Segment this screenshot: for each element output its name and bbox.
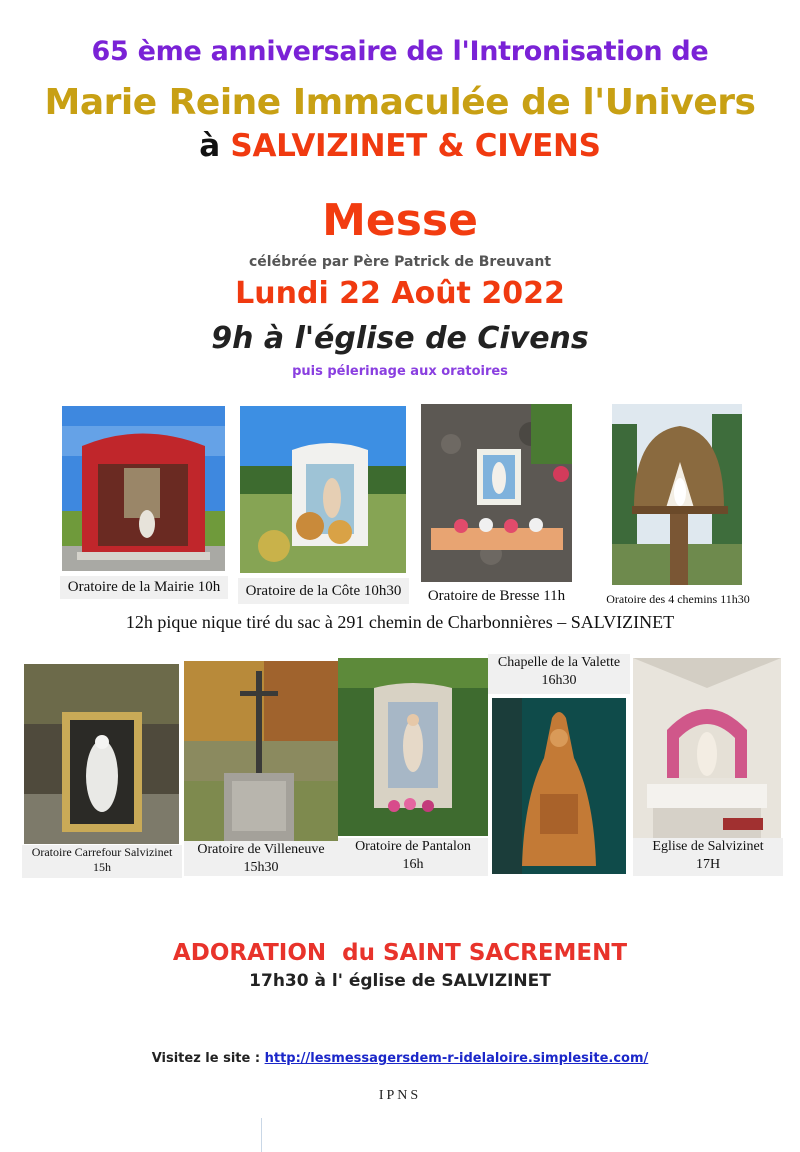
church-altar-photo [633,658,781,838]
dome-shrine-photo [612,404,742,585]
caption-cote: Oratoire de la Côte 10h30 [238,578,409,604]
caption-4-chemins: Oratoire des 4 chemins 11h30 [606,592,750,606]
caption-valette [488,654,630,694]
caption-valette-time: 16h30 [541,672,577,688]
header-line-2: Marie Reine Immaculée de l'Univers [44,82,756,123]
caption-bresse: Oratoire de Bresse 11h [421,583,572,609]
header-line-3 [0,128,800,164]
hedge-shrine-photo [338,658,488,836]
caption-eglise-name: Eglise de Salvizinet [652,839,764,854]
statue-box-photo [24,664,179,844]
mass-title: Messe [322,195,478,246]
caption-mairie: Oratoire de la Mairie 10h [60,576,228,599]
adoration-title [0,940,800,966]
stone-wall-shrine-photo [421,404,572,582]
caption-valette-name: Chapelle de la Valette [497,655,621,670]
header-line-3-place: SALVIZINET & CIVENS [230,128,601,164]
stone-cross-photo [184,661,338,841]
site-link[interactable]: http://lesmessagersdem-r-idelaloire.simplesite.com/ [264,1051,649,1066]
caption-carrefour [22,845,182,878]
header-line-1: 65 ème anniversaire de l'Intronisation de [91,36,709,67]
caption-eglise-salvizinet [633,838,783,876]
caption-carrefour-name: Oratoire Carrefour Salvizinet [31,845,173,859]
caption-villeneuve-time: 15h30 [243,859,279,875]
header-line-3-prefix: à [199,128,220,164]
caption-eglise-time: 17H [695,856,721,872]
red-shrine-photo [62,406,225,571]
caption-carrefour-time: 15h [93,860,111,874]
caption-villeneuve-name: Oratoire de Villeneuve [197,842,325,857]
picnic-line: 12h pique nique tiré du sac à 291 chemin de Charbonnières – SALVIZINET [125,612,675,632]
divider-line [261,1118,262,1152]
caption-pantalon-name: Oratoire de Pantalon [355,839,471,854]
mass-followup: puis pélerinage aux oratoires [292,364,508,379]
white-shrine-photo [240,406,406,573]
caption-pantalon-time: 16h [402,856,424,872]
caption-villeneuve [184,841,338,876]
mass-date: Lundi 22 Août 2022 [235,276,565,311]
mass-time-place: 9h à l'église de Civens [211,321,589,356]
mass-celebrant: célébrée par Père Patrick de Breuvant [248,254,552,270]
caption-pantalon [338,838,488,876]
visit-label: Visitez le site : [151,1051,265,1066]
adoration-time-place: 17h30 à l' église de SALVIZINET [249,971,551,991]
ipns-mark: IPNS [378,1088,422,1103]
adoration-title-text: ADORATION du SAINT SACREMENT [172,940,628,966]
visit-line [0,1051,800,1066]
wooden-statue-photo [492,698,626,874]
